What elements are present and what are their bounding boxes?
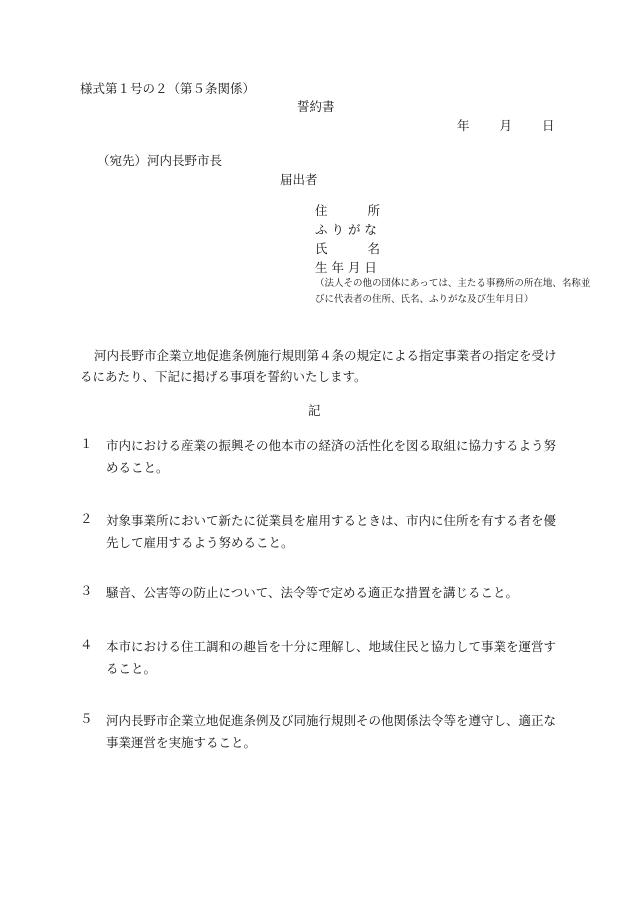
document-title: 誓約書	[297, 99, 335, 114]
item-number: ４	[80, 637, 93, 652]
form-number: 様式第１号の２（第５条関係）	[80, 81, 256, 96]
field-name-key-2: 名	[367, 241, 381, 256]
item-text: 本市における住工調和の趣旨を十分に理解し、地域住民と協力して事業を運営すること。	[106, 639, 557, 676]
field-address-key: 住	[315, 203, 328, 218]
item-text: 対象事業所において新たに従業員を雇用するときは、市内に住所を有する者を優先して雇用するよう努めること。	[106, 513, 557, 550]
applicant-fields	[315, 202, 380, 278]
item-text: 河内長野市企業立地促進条例及び同施行規則その他関係法令等を遵守し、適正な事業運営を実施すること。	[106, 713, 557, 750]
field-furigana: ふ り が な	[315, 222, 377, 237]
item-number: １	[80, 436, 93, 451]
note-line-1: （法人その他の団体にあっては、主たる事務所の所在地、名称並	[315, 278, 591, 289]
date-year: 年	[457, 118, 470, 133]
applicant-note	[315, 276, 590, 308]
item-number: ５	[80, 711, 93, 726]
addressee: （宛先）河内長野市長	[97, 153, 223, 168]
applicant-label: 届出者	[280, 172, 318, 187]
field-name	[315, 240, 380, 259]
field-birthdate: 生 年 月 日	[315, 260, 377, 275]
item-number: ２	[80, 511, 93, 526]
date-month: 月	[499, 118, 513, 133]
item-text: 騒音、公害等の防止について、法令等で定める適正な措置を講じること。	[106, 585, 519, 600]
item-number: ３	[80, 583, 93, 598]
field-address	[315, 202, 380, 221]
field-address-key-2: 所	[367, 203, 381, 218]
field-name-key: 氏	[315, 241, 328, 256]
item-text: 市内における産業の振興その他本市の経済の活性化を図る取組に協力するよう努めること。	[106, 438, 557, 475]
note-line-2: びに代表者の住所、氏名、ふりがな及び生年月日）	[315, 294, 534, 306]
date-day: 日	[542, 118, 555, 133]
body-paragraph: 河内長野市企業立地促進条例施行規則第４条の規定による指定事業者の指定を受けるにあたり、下記に掲げる事項を誓約いたします。	[80, 348, 557, 384]
ki-heading: 記	[308, 403, 321, 418]
date-line	[457, 117, 555, 136]
